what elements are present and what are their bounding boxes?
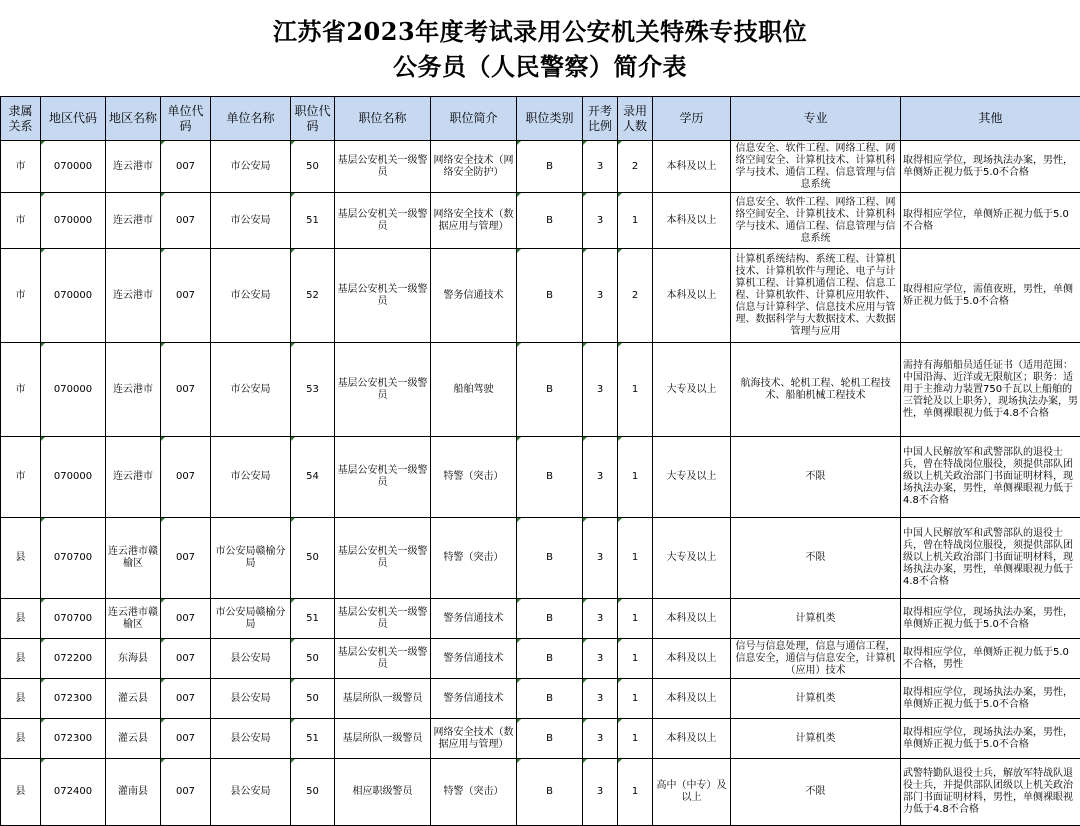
cell-unit-name: 市公安局	[211, 437, 291, 518]
cell-pos-code: 51	[291, 719, 335, 759]
cell-category: B	[517, 719, 583, 759]
cell-pos-name: 基层所队一级警员	[335, 679, 431, 719]
cell-region-code: 070000	[41, 141, 106, 193]
cell-other: 取得相应学位，单侧矫正视力低于5.0不合格	[901, 193, 1080, 249]
cell-count: 1	[618, 193, 653, 249]
cell-region-name: 东海县	[106, 639, 161, 679]
cell-ratio: 3	[583, 639, 618, 679]
cell-major: 计算机系统结构、系统工程、计算机技术、计算机软件与理论、电子与计算机工程、计算机通信工程、信息工程、计算机软件、计算机应用软件、信息与计算科学、信息技术应用与管理、数据科学与大数据技术、大数据管理与应用	[731, 249, 901, 343]
cell-region-code: 070700	[41, 599, 106, 639]
cell-unit-code: 007	[161, 679, 211, 719]
cell-region-name: 灌云县	[106, 679, 161, 719]
cell-rel: 市	[1, 193, 41, 249]
cell-category: B	[517, 679, 583, 719]
cell-education: 本科及以上	[653, 141, 731, 193]
cell-pos-name: 基层公安机关一级警员	[335, 639, 431, 679]
cell-education: 大专及以上	[653, 518, 731, 599]
cell-region-code: 070700	[41, 518, 106, 599]
cell-pos-code: 50	[291, 639, 335, 679]
cell-pos-code: 51	[291, 599, 335, 639]
table-row	[1, 679, 1080, 719]
cell-unit-name: 县公安局	[211, 759, 291, 826]
cell-region-name: 连云港市赣榆区	[106, 599, 161, 639]
header-count: 录用人数	[618, 97, 653, 141]
cell-count: 1	[618, 719, 653, 759]
cell-education: 大专及以上	[653, 343, 731, 437]
cell-count: 1	[618, 759, 653, 826]
cell-unit-code: 007	[161, 141, 211, 193]
cell-education: 大专及以上	[653, 437, 731, 518]
cell-region-name: 连云港市	[106, 249, 161, 343]
cell-pos-name: 基层公安机关一级警员	[335, 141, 431, 193]
cell-pos-code: 53	[291, 343, 335, 437]
cell-unit-name: 市公安局	[211, 193, 291, 249]
cell-count: 2	[618, 249, 653, 343]
header-ratio: 开考比例	[583, 97, 618, 141]
cell-other: 取得相应学位，现场执法办案，男性，单侧矫正视力低于5.0不合格	[901, 719, 1080, 759]
header-unit-name: 单位名称	[211, 97, 291, 141]
cell-other: 取得相应学位，需值夜班，男性，单侧矫正视力低于5.0不合格	[901, 249, 1080, 343]
table-row	[1, 518, 1080, 599]
header-category: 职位类别	[517, 97, 583, 141]
cell-category: B	[517, 599, 583, 639]
cell-pos-desc: 警务信通技术	[431, 249, 517, 343]
cell-ratio: 3	[583, 193, 618, 249]
cell-ratio: 3	[583, 141, 618, 193]
cell-unit-code: 007	[161, 759, 211, 826]
cell-other: 取得相应学位，现场执法办案，男性，单侧矫正视力低于5.0不合格	[901, 679, 1080, 719]
header-row	[1, 97, 1080, 141]
cell-major: 不限	[731, 437, 901, 518]
cell-category: B	[517, 141, 583, 193]
cell-rel: 市	[1, 249, 41, 343]
cell-other: 武警特勤队退役士兵，解放军特战队退役士兵，并提供部队团级以上机关政治部门书面证明材料，男性，单侧裸眼视力低于4.8不合格	[901, 759, 1080, 826]
cell-category: B	[517, 193, 583, 249]
table-row	[1, 437, 1080, 518]
cell-count: 1	[618, 437, 653, 518]
cell-unit-name: 县公安局	[211, 639, 291, 679]
cell-ratio: 3	[583, 518, 618, 599]
cell-pos-code: 52	[291, 249, 335, 343]
cell-major: 计算机类	[731, 599, 901, 639]
cell-education: 本科及以上	[653, 719, 731, 759]
cell-education: 本科及以上	[653, 639, 731, 679]
cell-count: 1	[618, 599, 653, 639]
cell-region-name: 连云港市赣榆区	[106, 518, 161, 599]
cell-category: B	[517, 759, 583, 826]
cell-category: B	[517, 343, 583, 437]
cell-unit-name: 市公安局赣榆分局	[211, 518, 291, 599]
header-pos-name: 职位名称	[335, 97, 431, 141]
cell-rel: 县	[1, 518, 41, 599]
cell-unit-code: 007	[161, 599, 211, 639]
cell-rel: 市	[1, 141, 41, 193]
cell-count: 1	[618, 679, 653, 719]
cell-unit-code: 007	[161, 249, 211, 343]
cell-rel: 县	[1, 759, 41, 826]
cell-unit-code: 007	[161, 193, 211, 249]
cell-ratio: 3	[583, 343, 618, 437]
cell-pos-desc: 船舶驾驶	[431, 343, 517, 437]
cell-count: 2	[618, 141, 653, 193]
cell-ratio: 3	[583, 759, 618, 826]
cell-unit-code: 007	[161, 437, 211, 518]
table-row	[1, 639, 1080, 679]
cell-pos-desc: 网络安全技术（网络安全防护）	[431, 141, 517, 193]
cell-unit-code: 007	[161, 639, 211, 679]
cell-ratio: 3	[583, 599, 618, 639]
cell-pos-name: 基层公安机关一级警员	[335, 437, 431, 518]
cell-pos-code: 51	[291, 193, 335, 249]
cell-pos-name: 基层公安机关一级警员	[335, 249, 431, 343]
cell-region-name: 灌南县	[106, 759, 161, 826]
cell-other: 取得相应学位，现场执法办案，男性，单侧矫正视力低于5.0不合格	[901, 141, 1080, 193]
cell-pos-desc: 特警（突击）	[431, 437, 517, 518]
title-area	[0, 0, 1080, 96]
cell-pos-code: 50	[291, 141, 335, 193]
cell-pos-desc: 警务信通技术	[431, 679, 517, 719]
cell-education: 本科及以上	[653, 599, 731, 639]
table-row	[1, 719, 1080, 759]
cell-category: B	[517, 249, 583, 343]
cell-other: 中国人民解放军和武警部队的退役士兵，曾在特战岗位服役，须提供部队团级以上机关政治部门书面证明材料，现场执法办案，男性，单侧裸眼视力低于4.8不合格	[901, 437, 1080, 518]
cell-pos-desc: 网络安全技术（数据应用与管理）	[431, 719, 517, 759]
cell-region-code: 072200	[41, 639, 106, 679]
positions-table	[0, 96, 1080, 826]
cell-unit-code: 007	[161, 343, 211, 437]
cell-major: 计算机类	[731, 719, 901, 759]
cell-region-name: 灌云县	[106, 719, 161, 759]
cell-major: 计算机类	[731, 679, 901, 719]
header-other: 其他	[901, 97, 1080, 141]
cell-unit-name: 市公安局	[211, 141, 291, 193]
cell-pos-name: 基层所队一级警员	[335, 719, 431, 759]
table-row	[1, 193, 1080, 249]
cell-region-code: 070000	[41, 193, 106, 249]
cell-unit-name: 市公安局	[211, 343, 291, 437]
cell-unit-name: 县公安局	[211, 679, 291, 719]
cell-pos-code: 54	[291, 437, 335, 518]
cell-region-code: 070000	[41, 437, 106, 518]
cell-other: 取得相应学位，单侧矫正视力低于5.0不合格，男性	[901, 639, 1080, 679]
cell-major: 信息安全、软件工程、网络工程、网络空间安全、计算机技术、计算机科学与技术、通信工程、信息管理与信息系统	[731, 193, 901, 249]
table-row	[1, 343, 1080, 437]
cell-pos-name: 基层公安机关一级警员	[335, 193, 431, 249]
cell-major: 航海技术、轮机工程、轮机工程技术、船舶机械工程技术	[731, 343, 901, 437]
cell-rel: 市	[1, 343, 41, 437]
cell-region-name: 连云港市	[106, 141, 161, 193]
header-region-name: 地区名称	[106, 97, 161, 141]
cell-rel: 市	[1, 437, 41, 518]
table-row	[1, 599, 1080, 639]
cell-ratio: 3	[583, 679, 618, 719]
header-region-code: 地区代码	[41, 97, 106, 141]
header-rel: 隶属关系	[1, 97, 41, 141]
cell-pos-code: 50	[291, 759, 335, 826]
page-title: 江苏省2023年度考试录用公安机关特殊专技职位	[272, 17, 808, 46]
cell-region-code: 070000	[41, 249, 106, 343]
cell-region-code: 072400	[41, 759, 106, 826]
cell-rel: 县	[1, 679, 41, 719]
cell-education: 本科及以上	[653, 193, 731, 249]
cell-pos-code: 50	[291, 679, 335, 719]
page-subtitle: 公务员（人民警察）简介表	[393, 52, 687, 81]
cell-pos-desc: 特警（突击）	[431, 759, 517, 826]
cell-unit-name: 市公安局赣榆分局	[211, 599, 291, 639]
cell-ratio: 3	[583, 249, 618, 343]
cell-region-name: 连云港市	[106, 343, 161, 437]
cell-region-name: 连云港市	[106, 437, 161, 518]
cell-pos-name: 基层公安机关一级警员	[335, 343, 431, 437]
header-education: 学历	[653, 97, 731, 141]
cell-major: 不限	[731, 518, 901, 599]
cell-unit-code: 007	[161, 518, 211, 599]
cell-count: 1	[618, 639, 653, 679]
cell-education: 本科及以上	[653, 679, 731, 719]
cell-rel: 县	[1, 639, 41, 679]
header-pos-code: 职位代码	[291, 97, 335, 141]
cell-pos-name: 基层公安机关一级警员	[335, 599, 431, 639]
cell-pos-name: 相应职级警员	[335, 759, 431, 826]
cell-unit-name: 县公安局	[211, 719, 291, 759]
header-pos-desc: 职位简介	[431, 97, 517, 141]
cell-pos-desc: 警务信通技术	[431, 639, 517, 679]
table-body	[1, 141, 1080, 826]
cell-major: 不限	[731, 759, 901, 826]
cell-education: 高中（中专）及以上	[653, 759, 731, 826]
cell-other: 需持有海船船员适任证书（适用范围：中国沿海、近洋或无限航区；职务：适用于主推动力装置750千瓦以上船舶的三管轮及以上职务），现场执法办案，男性，单侧裸眼视力低于4.8不合格	[901, 343, 1080, 437]
table-row	[1, 141, 1080, 193]
cell-pos-desc: 特警（突击）	[431, 518, 517, 599]
cell-region-code: 072300	[41, 719, 106, 759]
cell-pos-desc: 网络安全技术（数据应用与管理）	[431, 193, 517, 249]
cell-rel: 县	[1, 719, 41, 759]
cell-count: 1	[618, 343, 653, 437]
cell-count: 1	[618, 518, 653, 599]
cell-region-name: 连云港市	[106, 193, 161, 249]
header-major: 专业	[731, 97, 901, 141]
cell-major: 信息安全、软件工程、网络工程、网络空间安全、计算机技术、计算机科学与技术、通信工程、信息管理与信息系统	[731, 141, 901, 193]
cell-region-code: 070000	[41, 343, 106, 437]
cell-ratio: 3	[583, 719, 618, 759]
cell-unit-code: 007	[161, 719, 211, 759]
cell-major: 信号与信息处理，信息与通信工程，信息安全，通信与信息安全，计算机（应用）技术	[731, 639, 901, 679]
cell-rel: 县	[1, 599, 41, 639]
cell-unit-name: 市公安局	[211, 249, 291, 343]
cell-category: B	[517, 437, 583, 518]
table-row	[1, 249, 1080, 343]
table-row	[1, 759, 1080, 826]
cell-pos-desc: 警务信通技术	[431, 599, 517, 639]
cell-region-code: 072300	[41, 679, 106, 719]
cell-category: B	[517, 639, 583, 679]
header-unit-code: 单位代码	[161, 97, 211, 141]
cell-ratio: 3	[583, 437, 618, 518]
cell-other: 中国人民解放军和武警部队的退役士兵，曾在特战岗位服役，须提供部队团级以上机关政治部门书面证明材料，现场执法办案，男性，单侧裸眼视力低于4.8不合格	[901, 518, 1080, 599]
cell-other: 取得相应学位，现场执法办案，男性，单侧矫正视力低于5.0不合格	[901, 599, 1080, 639]
cell-education: 本科及以上	[653, 249, 731, 343]
cell-pos-name: 基层公安机关一级警员	[335, 518, 431, 599]
cell-category: B	[517, 518, 583, 599]
cell-pos-code: 50	[291, 518, 335, 599]
